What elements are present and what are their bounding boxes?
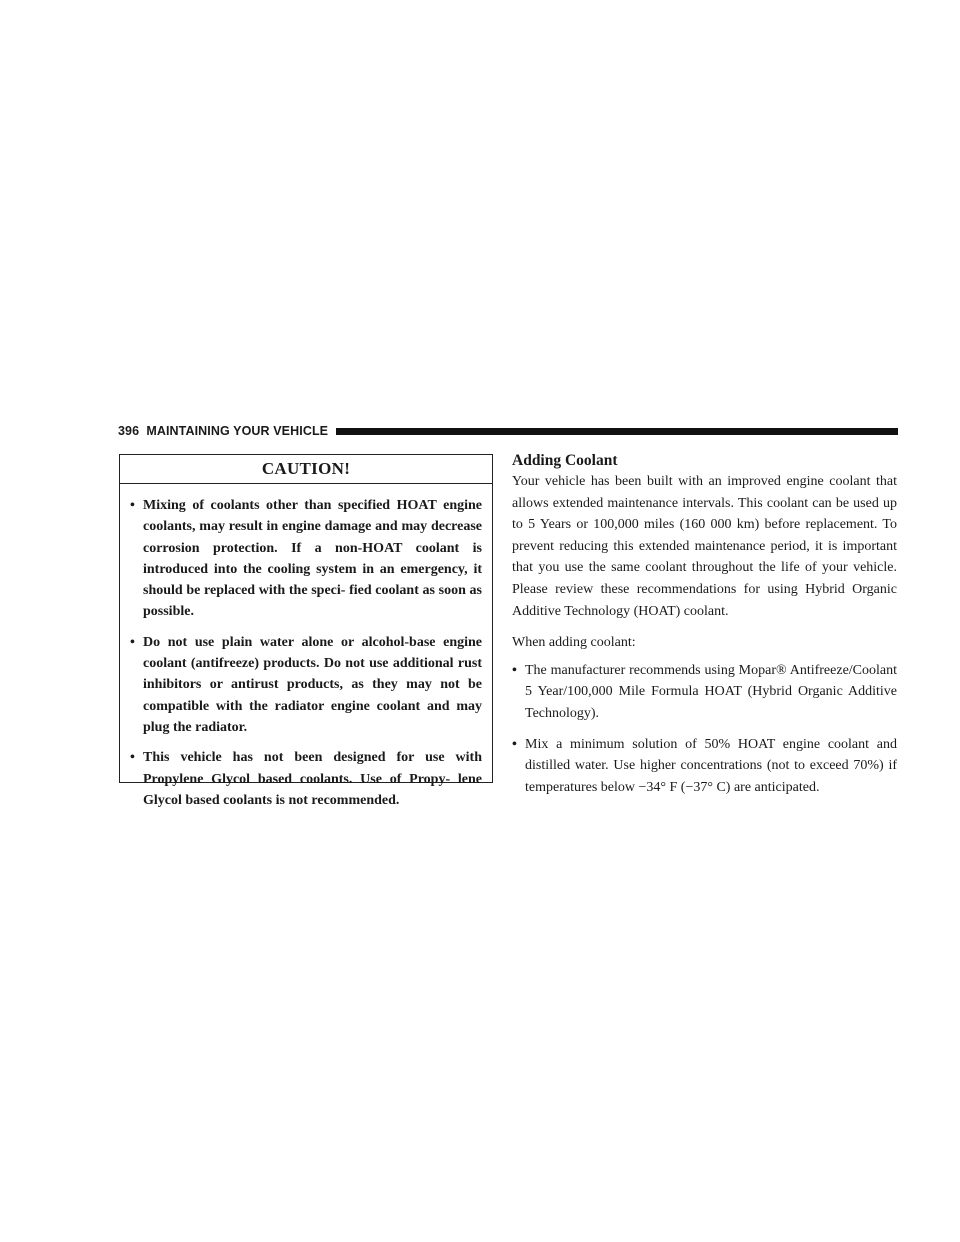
list-item-text: Mix a minimum solution of 50% HOAT engine coolant and distilled water. Use higher concentrations (not to exceed 70%) if temperatures below −34° F (−37° C) are anticipated. (525, 736, 897, 795)
adding-coolant-section (512, 451, 897, 807)
list-item (512, 660, 897, 725)
caution-divider (120, 483, 492, 484)
list-item (512, 734, 897, 799)
header-rule (336, 428, 898, 435)
page-header (118, 422, 898, 440)
header-text (118, 424, 336, 438)
list-lead: When adding coolant: (512, 635, 636, 651)
caution-item (130, 495, 482, 623)
bullet-icon: • (512, 736, 517, 752)
caution-list (130, 495, 482, 820)
caution-title: CAUTION! (261, 459, 351, 478)
bullet-icon: • (130, 750, 135, 766)
coolant-list (512, 660, 897, 799)
bullet-icon: • (130, 498, 135, 513)
section-heading: Adding Coolant (512, 452, 618, 469)
section-title: MAINTAINING YOUR VEHICLE (146, 424, 329, 438)
bullet-icon: • (512, 662, 517, 678)
page-number: 396 (118, 424, 140, 438)
caution-item-text: Do not use plain water alone or alcohol-base engine coolant (antifreeze) products. Do not use additional rust inhibitors or antirust products, as they may not be compatible with the radiator engine coolant and may plug the radiator. (143, 634, 482, 735)
body-paragraph: Your vehicle has been built with an improved engine coolant that allows extended maintenance intervals. This coolant can be used up to 5 Years or 100,000 miles (160 000 km) before replacement. To prevent reducing this extended maintenance period, it is important that you use the same coolant throughout the life of your vehicle. Please review these recommendations for using Hybrid Organic Additive Technology (HOAT) coolant. (512, 474, 897, 619)
caution-item-text: Mixing of coolants other than specified HOAT engine coolants, may result in engine damage and may decrease corrosion protection. If a non-HOAT coolant is introduced into the cooling system in an emergency, it should be replaced with the speci- fied coolant as soon as possible. (143, 498, 482, 620)
list-item-text: The manufacturer recommends using Mopar® Antifreeze/Coolant 5 Year/100,000 Mile Formula HOAT (Hybrid Organic Additive Technology). (525, 662, 897, 721)
caution-item-text: This vehicle has not been designed for use with Propylene Glycol based coolants. Use of Propy- lene Glycol based coolants is not recommended. (143, 750, 482, 808)
caution-item (130, 747, 482, 811)
bullet-icon: • (130, 634, 135, 650)
caution-box (119, 454, 493, 808)
caution-item (130, 632, 482, 738)
